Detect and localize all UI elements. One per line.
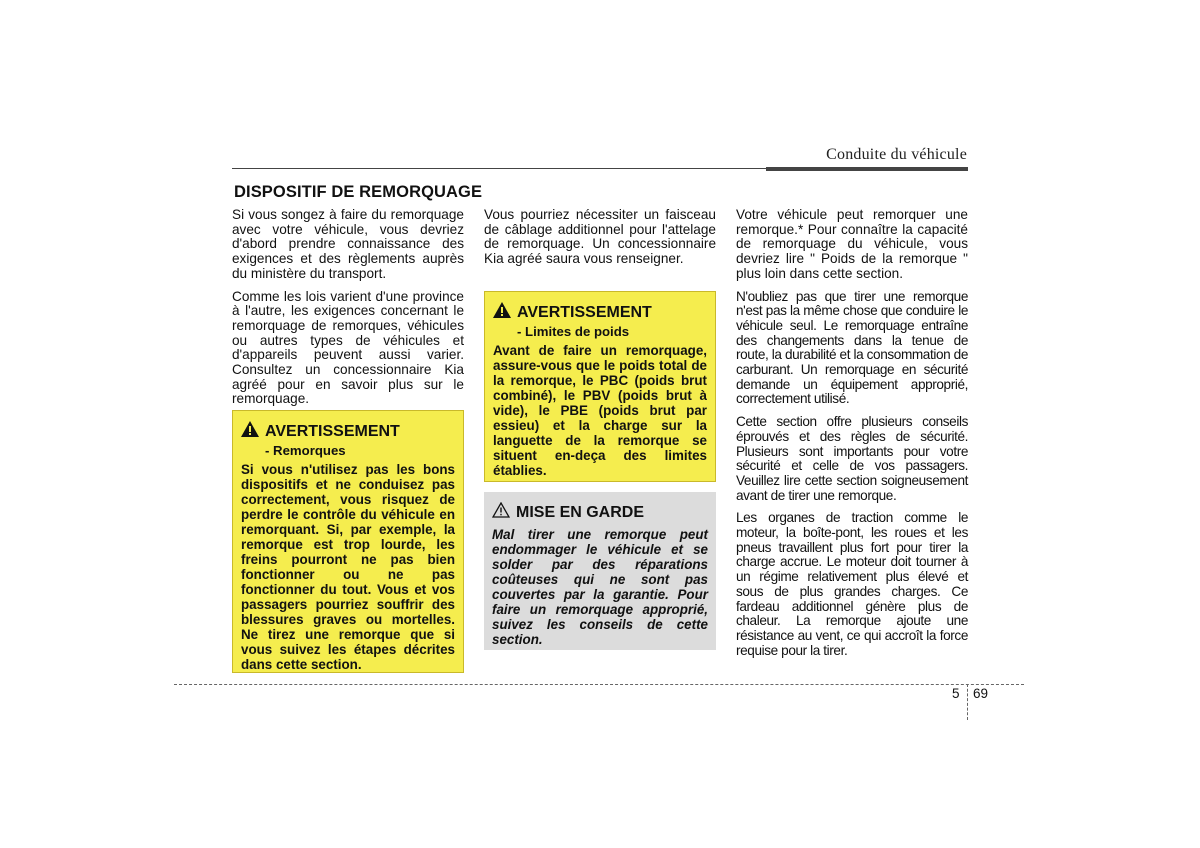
caution-box bbox=[484, 492, 716, 650]
chapter-title: Conduite du véhicule bbox=[826, 146, 967, 163]
warning-box-remorques bbox=[232, 410, 464, 673]
chapter-number: 5 bbox=[952, 686, 960, 701]
paragraph: Vous pourriez nécessiter un faisceau de câblage additionnel pour l'attelage de remorquage. Un concessionnaire Kia agréé saura vous renseigner. bbox=[484, 207, 716, 267]
warning-subtitle: - Limites de poids bbox=[517, 324, 630, 339]
column-2 bbox=[484, 208, 716, 275]
warning-body: Si vous n'utilisez pas les bons dispositifs et ne conduisez pas correctement, vous risquez de perdre le contrôle du véhicule en remorquant. Si, par exemple, la remorque est trop lourde, les freins pourront ne pas bien fonctionner ou ne pas fonctionner du tout. Vous et vos passagers pourriez souffrir des blessures graves ou mortelles. Ne tirez une remorque que si vous suivez les étapes décrites dans cette section. bbox=[241, 462, 455, 672]
paragraph: N'oubliez pas que tirer une remorque n'est pas la même chose que conduire le véhicule seul. Le remorquage entraîne des changements dans la tenue de route, la durabilité et la consommation de carburant. Un remorquage en sécurité demande un équipement approprié, correctement utilisé. bbox=[736, 288, 968, 407]
section-title: DISPOSITIF DE REMORQUAGE bbox=[234, 183, 483, 201]
warning-title: AVERTISSEMENT bbox=[517, 303, 652, 321]
header-rule-accent bbox=[766, 167, 968, 171]
footer-rule bbox=[174, 684, 1024, 685]
paragraph: Votre véhicule peut remorquer une remorque.* Pour connaître la capacité de remorquage du véhicule, vous devriez lire " Poids de la remorque " plus loin dans cette section. bbox=[736, 207, 968, 281]
paragraph: Les organes de traction comme le moteur, la boîte-pont, les roues et les pneus travaillent plus fort pour tirer la charge accrue. Le moteur doit tourner à un régime relativement plus élevé et sous de plus grandes charges. Ce fardeau additionnel génère plus de chaleur. La remorque ajoute une résistance au vent, ce qui accroît la force requise pour la tirer. bbox=[736, 510, 968, 658]
paragraph: Comme les lois varient d'une province à l'autre, les exigences concernant le remorquage de remorques, véhicules ou autres types de véhicules et d'appareils peuvent aussi varier. Consultez un concessionnaire Kia agréé pour en savoir plus sur le remorquage. bbox=[232, 288, 464, 407]
warning-box-weight-limits bbox=[484, 291, 716, 482]
warning-triangle-icon bbox=[241, 421, 259, 442]
caution-body: Mal tirer une remorque peut endommager le véhicule et se solder par des réparations coûteuses qui ne sont pas couvertes par la garantie. Pour faire un remorquage approprié, suivez les conseils de cette section. bbox=[492, 527, 708, 647]
warning-subtitle: - Remorques bbox=[265, 443, 346, 458]
warning-title: AVERTISSEMENT bbox=[265, 422, 400, 440]
page-number: 69 bbox=[973, 686, 989, 701]
warning-body: Avant de faire un remorquage, assure-vous que le poids total de la remorque, le PBC (poids brut combiné), le PBV (poids brut à vide), le PBE (poids brut par essieu) et la charge sur la languette de la remorque se situent en-deça des limites établies. bbox=[493, 343, 707, 478]
caution-title: MISE EN GARDE bbox=[516, 503, 645, 521]
column-1 bbox=[232, 208, 464, 415]
page-number-separator bbox=[967, 684, 968, 720]
paragraph: Cette section offre plusieurs conseils éprouvés et des règles de sécurité. Plusieurs sont importants pour votre sécurité et celle de vos passagers. Veuillez lire cette section soigneusement avant de tirer une remorque. bbox=[736, 414, 968, 503]
column-3 bbox=[736, 208, 968, 666]
caution-triangle-icon bbox=[492, 502, 510, 523]
warning-triangle-icon bbox=[493, 302, 511, 323]
paragraph: Si vous songez à faire du remorquage avec votre véhicule, vous devriez d'abord prendre connaissance des exigences et des règlements auprès du ministère du transport. bbox=[232, 207, 464, 281]
